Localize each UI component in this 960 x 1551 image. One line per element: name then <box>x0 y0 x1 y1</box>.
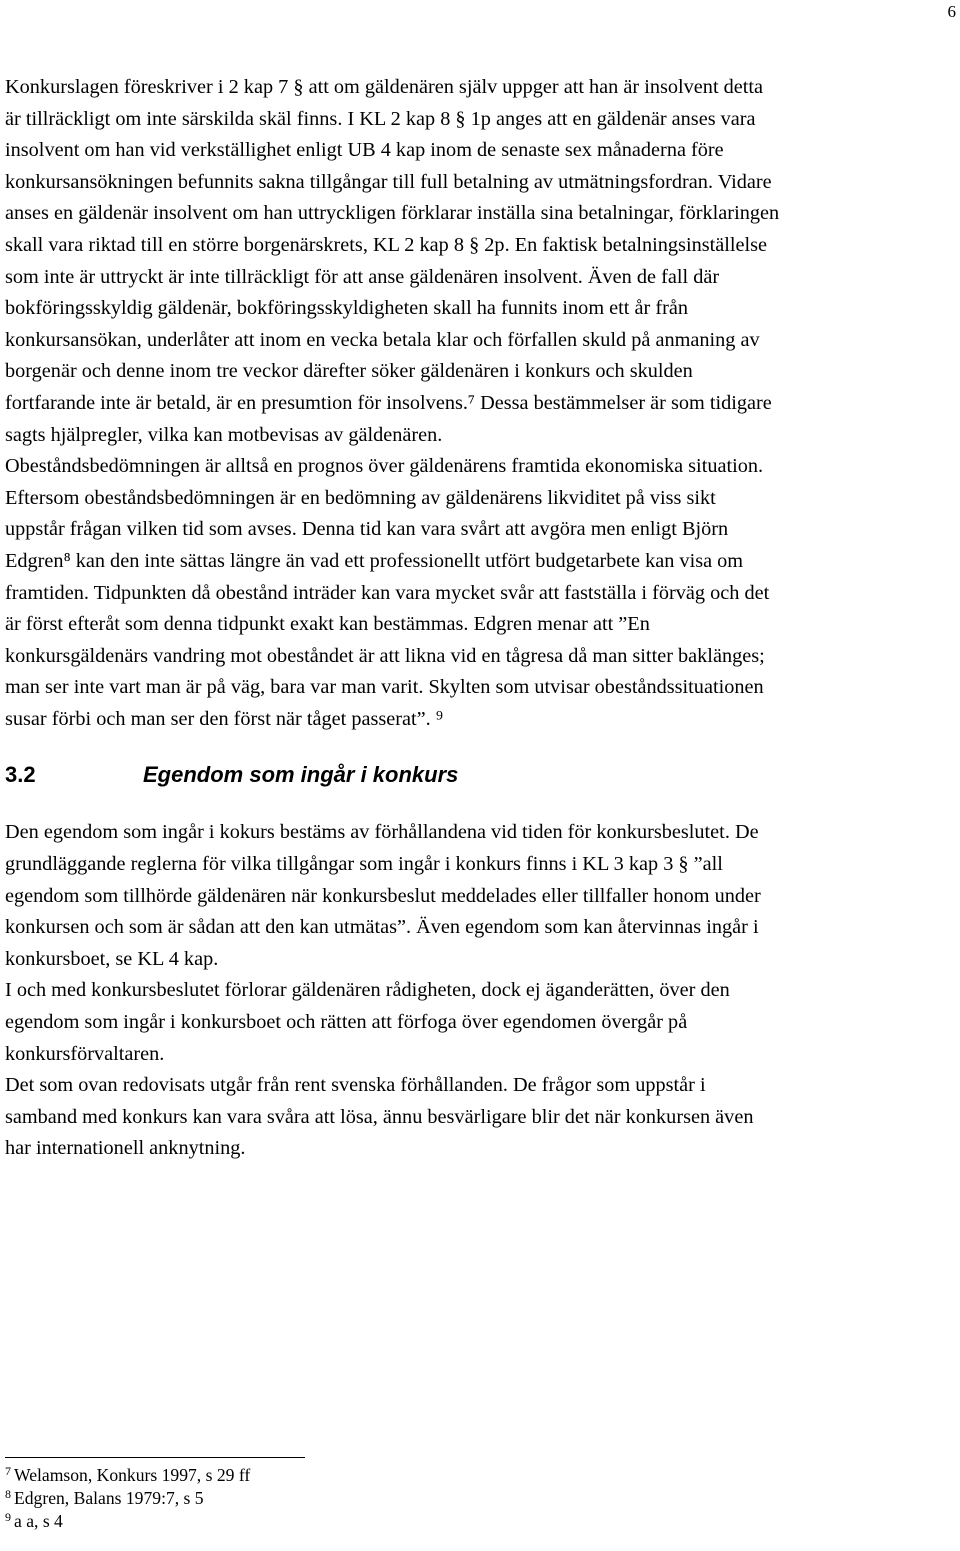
footnote-marker: 9 <box>5 1510 11 1524</box>
footnote-text: a a, s 4 <box>14 1511 63 1531</box>
footnotes <box>5 1457 325 1533</box>
section-heading <box>5 755 957 795</box>
footnote-marker: 8 <box>5 1487 11 1501</box>
paragraph-international: Det som ovan redovisats utgår från rent svenska förhållanden. De frågor som uppstår i samband med konkurs kan vara svåra att lösa, ännu besvärligare blir det när konkursen även har internationell anknytning. <box>5 1074 754 1160</box>
page-body <box>5 72 957 1165</box>
paragraph-insolvency-assessment: Obeståndsbedömningen är alltså en prognos över gäldenärens framtida ekonomiska situation. Eftersom obeståndsbedömningen är en bedömning av gäldenärens likviditet på viss sikt uppstår frågan vilken tid som avses. Denna tid kan vara svårt att avgöra men enligt Björn Edgren⁸ kan den inte sättas längre än vad ett professionellt utfört budgetarbete kan visa om framtiden. Tidpunkten då obestånd inträder kan vara mycket svår att fastställa i förväg och det är först efteråt som denna tidpunkt exakt kan bestämmas. Edgren menar att ”En konkursgäldenärs vandring mot obeståndet är att likna vid en tågresa då man sitter baklänges; man ser inte vart man är på väg, bara var man varit. Skylten som utvisar obeståndssituationen susar förbi och man ser den först när tåget passerat”. ⁹ <box>5 455 770 730</box>
section-title: Egendom som ingår i konkurs <box>143 762 459 788</box>
footnote-text: Edgren, Balans 1979:7, s 5 <box>14 1488 204 1508</box>
page-number: 6 <box>947 2 956 21</box>
footnote-7 <box>5 1464 325 1487</box>
paragraph-loss-of-control: I och med konkursbeslutet förlorar gäldenären rådigheten, dock ej äganderätten, över den egendom som ingår i konkursboet och rätten att förfoga över egendomen övergår på konkursförvaltaren. <box>5 979 730 1065</box>
footnote-marker: 7 <box>5 1464 11 1478</box>
footnote-8 <box>5 1487 325 1510</box>
section-number: 3.2 <box>5 762 36 788</box>
footnote-9 <box>5 1510 325 1533</box>
paragraph-insolvency-rules: Konkurslagen föreskriver i 2 kap 7 § att om gäldenären själv uppger att han är insolvent detta är tillräckligt om inte särskilda skäl finns. I KL 2 kap 8 § 1p anges att en gäldenär anses vara insolvent om han vid verkställighet enligt UB 4 kap inom de senaste sex månaderna före konkursansökningen befunnits sakna tillgångar till full betalning av utmätningsfordran. Vidare anses en gäldenär insolvent om han uttryckligen förklarar inställa sina betalningar, förklaringen skall vara riktad till en större borgenärskrets, KL 2 kap 8 § 2p. En faktisk betalningsinställelse som inte är uttryckt är inte tillräckligt för att anse gäldenären insolvent. Även de fall där bokföringsskyldig gäldenär, bokföringsskyldigheten skall ha funnits inom ett år från konkursansökan, underlåter att inom en vecka betala klar och förfallen skuld på anmaning av borgenär och denne inom tre veckor därefter söker gäldenären i konkurs och skulden fortfarande inte är betald, är en presumtion för insolvens.⁷ Dessa bestämmelser är som tidigare sagts hjälpregler, vilka kan motbevisas av gäldenären. <box>5 76 780 446</box>
paragraph-bankruptcy-estate: Den egendom som ingår i kokurs bestäms av förhållandena vid tiden för konkursbeslutet. De grundläggande reglerna för vilka tillgångar som ingår i konkurs finns i KL 3 kap 3 § ”all egendom som tillhörde gäldenären när konkursbeslut meddelades eller tillfaller honom under konkursen och som är sådan att den kan utmätas”. Även egendom som kan återvinnas ingår i konkursboet, se KL 4 kap. <box>5 821 761 970</box>
footnote-separator <box>5 1457 305 1458</box>
footnote-text: Welamson, Konkurs 1997, s 29 ff <box>14 1465 251 1485</box>
